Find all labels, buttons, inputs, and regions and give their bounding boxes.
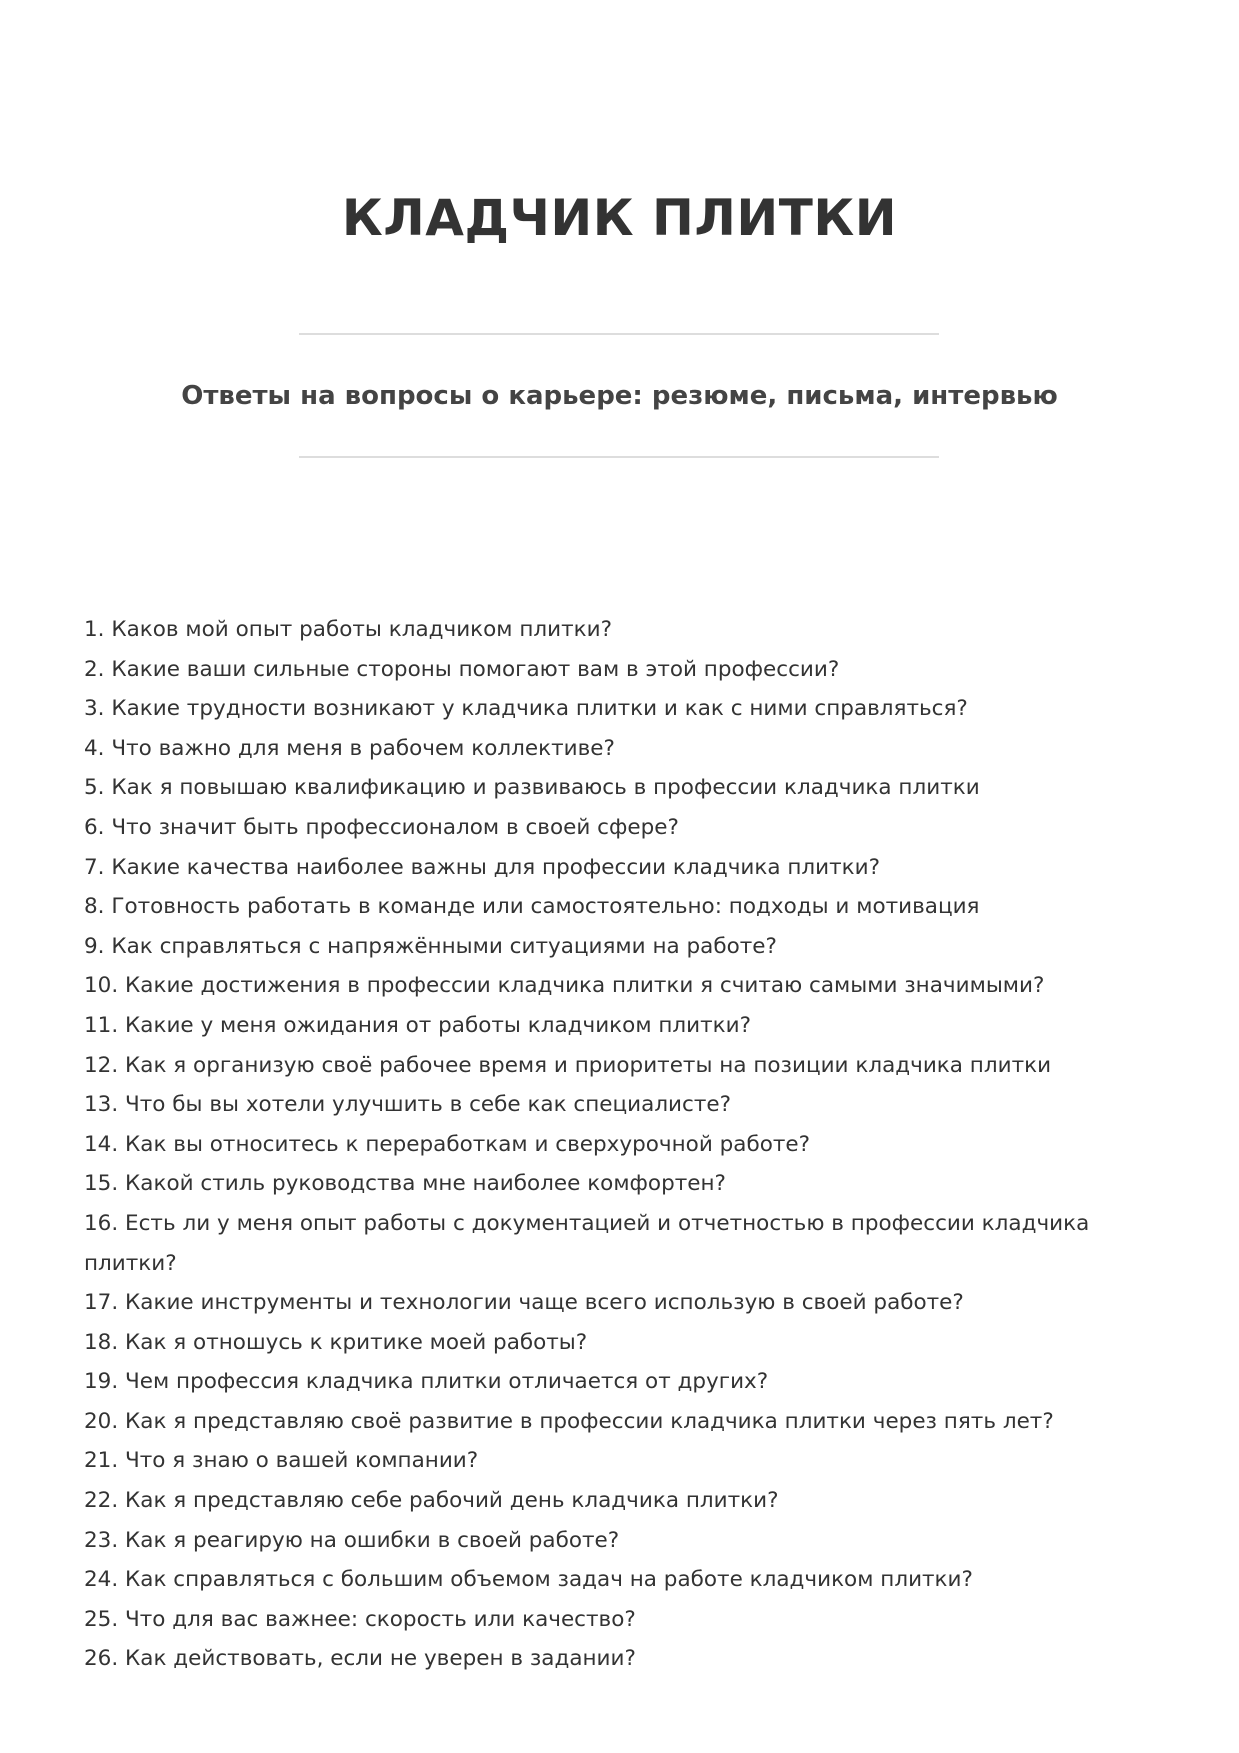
divider-bottom bbox=[299, 456, 939, 458]
question-item: 12. Как я организую своё рабочее время и приоритеты на позиции кладчика плитки bbox=[84, 1052, 1052, 1078]
question-item: 5. Как я повышаю квалификацию и развиваюсь в профессии кладчика плитки bbox=[84, 775, 980, 801]
question-item: 8. Готовность работать в команде или самостоятельно: подходы и мотивация bbox=[84, 894, 980, 920]
question-item: 24. Как справляться с большим объемом задач на работе кладчиком плитки? bbox=[84, 1567, 973, 1593]
question-item: 20. Как я представляю своё развитие в профессии кладчика плитки через пять лет? bbox=[84, 1408, 1054, 1434]
question-item: 9. Как справляться с напряжёнными ситуациями на работе? bbox=[84, 933, 777, 959]
question-item: 10. Какие достижения в профессии кладчика плитки я считаю самыми значимыми? bbox=[84, 973, 1045, 999]
question-item: 7. Какие качества наиболее важны для профессии кладчика плитки? bbox=[84, 854, 881, 880]
question-item: 13. Что бы вы хотели улучшить в себе как специалисте? bbox=[84, 1092, 732, 1118]
question-item: 14. Как вы относитесь к переработкам и сверхурочной работе? bbox=[84, 1131, 811, 1157]
question-item: 16. Есть ли у меня опыт работы с документацией и отчетностью в профессии кладчика плитки? bbox=[84, 1210, 1090, 1276]
question-item: 22. Как я представляю себе рабочий день кладчика плитки? bbox=[84, 1488, 779, 1514]
question-item: 23. Как я реагирую на ошибки в своей работе? bbox=[84, 1527, 620, 1553]
question-item: 26. Как действовать, если не уверен в задании? bbox=[84, 1646, 636, 1672]
question-item: 15. Какой стиль руководства мне наиболее комфортен? bbox=[84, 1171, 726, 1197]
question-item: 11. Какие у меня ожидания от работы кладчиком плитки? bbox=[84, 1012, 752, 1038]
question-item: 6. Что значит быть профессионалом в своей сфере? bbox=[84, 814, 679, 840]
question-item: 19. Чем профессия кладчика плитки отличается от других? bbox=[84, 1369, 769, 1395]
page-title: КЛАДЧИК ПЛИТКИ bbox=[341, 189, 898, 247]
question-item: 17. Какие инструменты и технологии чаще всего использую в своей работе? bbox=[84, 1290, 964, 1316]
page-subtitle: Ответы на вопросы о карьере: резюме, письма, интервью bbox=[181, 381, 1058, 411]
divider-top bbox=[299, 333, 939, 335]
question-item: 4. Что важно для меня в рабочем коллективе? bbox=[84, 735, 615, 761]
question-item: 18. Как я отношусь к критике моей работы? bbox=[84, 1329, 588, 1355]
question-item: 25. Что для вас важнее: скорость или качество? bbox=[84, 1606, 636, 1632]
question-item: 3. Какие трудности возникают у кладчика плитки и как с ними справляться? bbox=[84, 696, 968, 722]
question-item: 2. Какие ваши сильные стороны помогают вам в этой профессии? bbox=[84, 656, 840, 682]
question-item: 1. Каков мой опыт работы кладчиком плитки? bbox=[84, 617, 613, 642]
question-list bbox=[84, 610, 1094, 1679]
question-item: 21. Что я знаю о вашей компании? bbox=[84, 1448, 479, 1474]
